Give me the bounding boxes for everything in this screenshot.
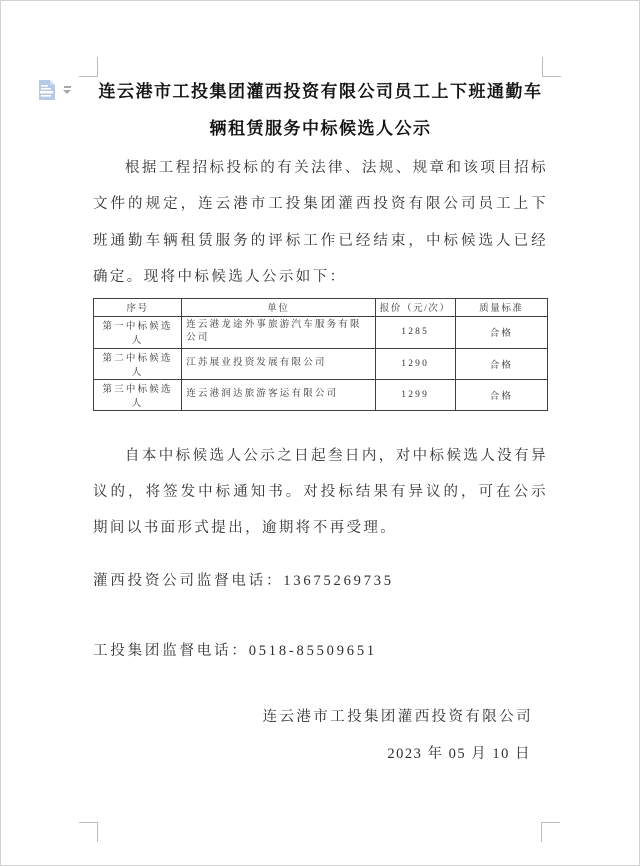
signature-date: 2023 年 05 月 10 日 — [387, 745, 531, 762]
col-header-quality: 质量标准 — [455, 298, 547, 316]
company-cell: 连云港润达旅游客运有限公司 — [182, 379, 375, 410]
col-header-company: 单位 — [182, 298, 375, 316]
price-cell: 1299 — [375, 379, 455, 410]
candidates-table — [93, 298, 548, 411]
intro-paragraph: 根据工程招标投标的有关法律、法规、规章和该项目招标文件的规定，连云港市工投集团灌西投资有限公司员工上下班通勤车辆租赁服务的评标工作已经结束，中标候选人已经确定。现将中标候选人公示如下： — [93, 160, 548, 286]
document-title: 连云港市工投集团灌西投资有限公司员工上下班通勤车辆租赁服务中标候选人公示 — [98, 82, 543, 138]
table-header-row — [94, 298, 548, 316]
rank-cell: 第二中标候选人 — [94, 348, 182, 379]
col-header-rank: 序号 — [94, 298, 182, 316]
gongtou-supervision-phone: 工投集团监督电话：0518-85509651 — [93, 642, 377, 659]
chevron-down-icon — [63, 86, 71, 94]
quality-cell: 合格 — [455, 316, 547, 348]
document-content — [93, 73, 548, 772]
company-cell: 江苏展业投资发展有限公司 — [182, 348, 375, 379]
crop-mark-bottom-left — [79, 822, 98, 842]
company-cell: 连云港龙途外事旅游汽车服务有限公司 — [182, 316, 375, 348]
notice-paragraph: 自本中标候选人公示之日起叁日内，对中标候选人没有异议的，将签发中标通知书。对投标结果有异议的，可在公示期间以书面形式提出，逾期将不再受理。 — [93, 447, 548, 537]
crop-mark-bottom-right — [541, 822, 560, 842]
col-header-price: 报价（元/次） — [375, 298, 455, 316]
price-cell: 1290 — [375, 348, 455, 379]
table-row — [94, 316, 548, 348]
paste-options-button[interactable] — [37, 79, 71, 101]
table-row — [94, 348, 548, 379]
table-row — [94, 379, 548, 410]
rank-cell: 第三中标候选人 — [94, 379, 182, 410]
price-cell: 1285 — [375, 316, 455, 348]
paste-options-icon — [37, 79, 57, 101]
quality-cell: 合格 — [455, 348, 547, 379]
signature-company: 连云港市工投集团灌西投资有限公司 — [262, 708, 533, 725]
guanxi-supervision-phone: 灌西投资公司监督电话：13675269735 — [93, 572, 394, 589]
rank-cell: 第一中标候选人 — [94, 316, 182, 348]
quality-cell: 合格 — [455, 379, 547, 410]
